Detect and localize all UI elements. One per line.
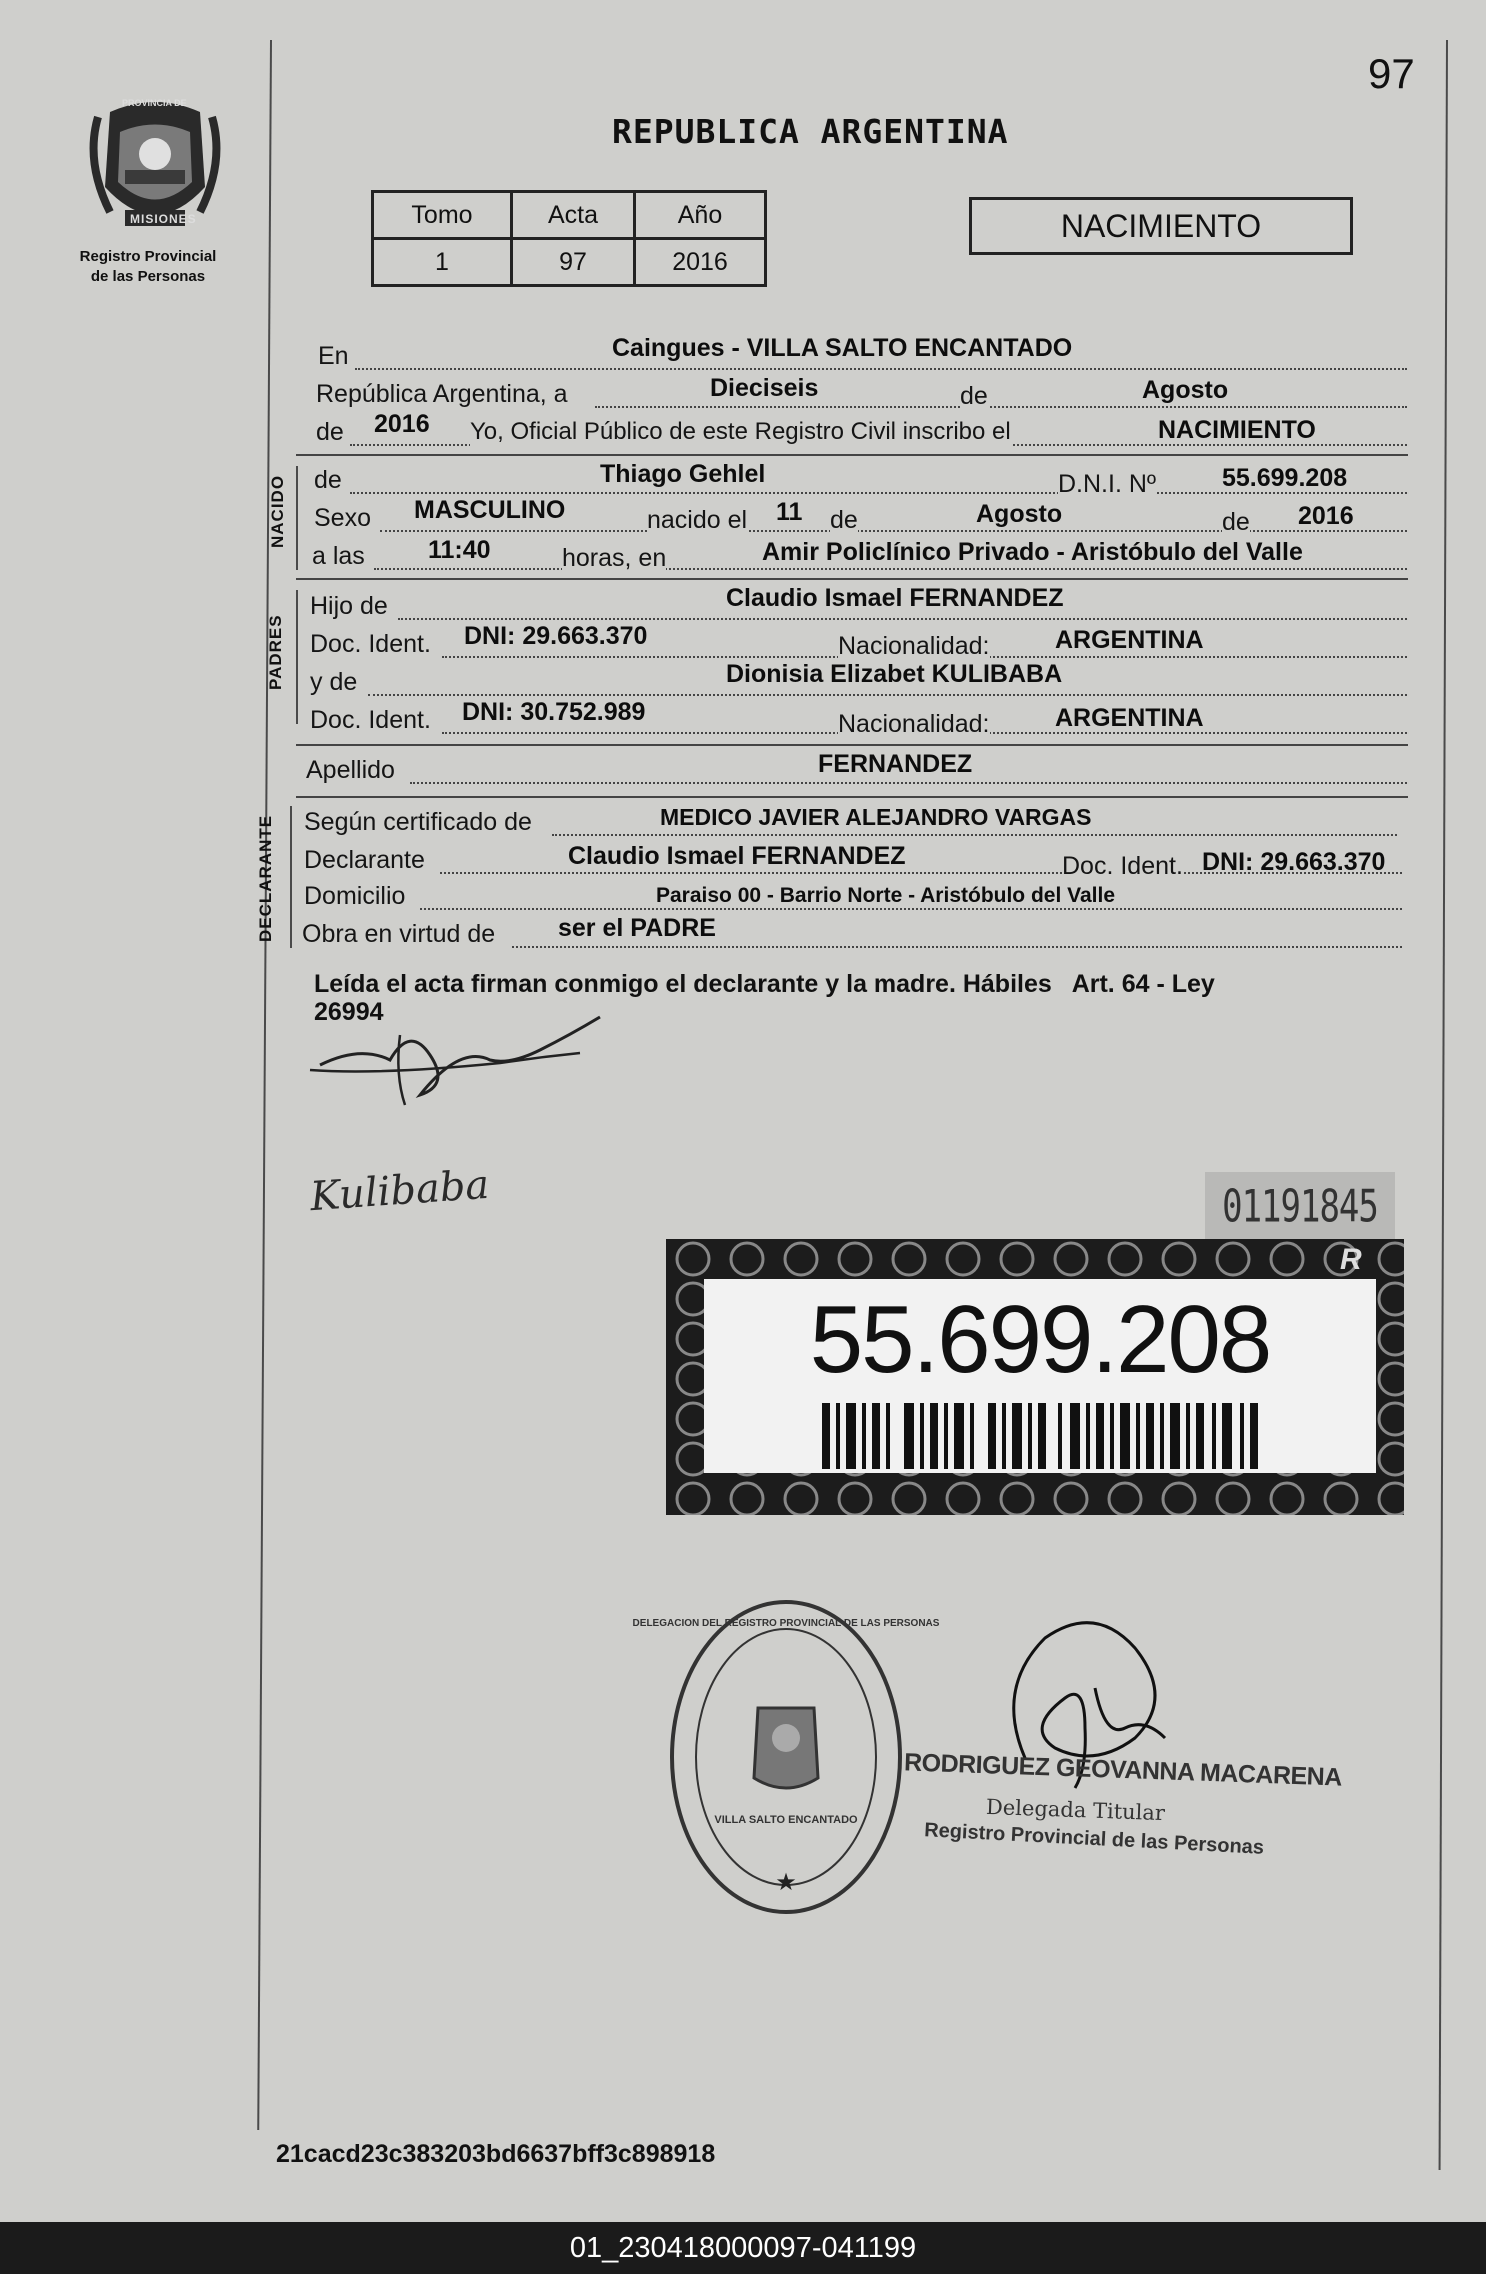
serial-stamp [1205, 1172, 1395, 1242]
logo-name: MISIONES [130, 212, 197, 226]
nacido-de-label: de [314, 466, 342, 494]
dotted-line [595, 406, 1407, 408]
dni-label: D.N.I. Nº [1058, 470, 1157, 498]
apellido-label: Apellido [306, 756, 395, 784]
left-margin-line [257, 40, 272, 2130]
table-row [373, 192, 766, 239]
footer-id: 01_230418000097-041199 [569, 2232, 917, 2264]
official-seal [632, 1598, 940, 1916]
page-number: 97 [1368, 50, 1415, 97]
official-name: RODRIGUEZ GEOVANNA MACARENA [903, 1748, 1343, 1792]
dotted-line [398, 618, 1407, 620]
seal-place: VILLA SALTO ENCANTADO [714, 1814, 858, 1826]
child-name-value: Thiago Gehlel [600, 460, 766, 488]
birth-month-value: Agosto [976, 500, 1063, 528]
serial-number: 01191845 [1222, 1181, 1378, 1233]
official-role: Delegada Titular [985, 1794, 1166, 1826]
value-acta: 97 [512, 239, 635, 286]
place-value: Caingues - VILLA SALTO ENCANTADO [612, 334, 1073, 362]
statement-text: Yo, Oficial Público de este Registro Civil inscribo el [470, 418, 1011, 445]
sexo-label: Sexo [314, 504, 371, 532]
alas-label: a las [312, 542, 365, 570]
seal-icon [668, 1598, 904, 1916]
dotted-line [368, 694, 1407, 696]
y-de-label: y de [310, 668, 358, 696]
sexo-value: MASCULINO [414, 496, 566, 524]
header-tomo: Tomo [373, 192, 512, 239]
nacionalidad-label: Nacionalidad: [838, 632, 990, 660]
section-divider [296, 744, 1408, 746]
seal-text: DELEGACION DEL REGISTRO PROVINCIAL DE LAS PERSONAS [632, 1618, 940, 1629]
year-value: 2016 [374, 410, 430, 438]
nacido-el-label: nacido el [647, 506, 748, 534]
de-label: de [1222, 508, 1250, 536]
closing-text-law: 26994 [314, 998, 384, 1026]
mother-name-value: Dionisia Elizabet KULIBABA [726, 660, 1063, 688]
dotted-line [420, 908, 1402, 910]
birth-day-value: 11 [776, 498, 803, 526]
book-reference-table [371, 190, 767, 287]
doc-ident-label: Doc. Ident. [310, 630, 431, 658]
declarante-name-value: Claudio Ismael FERNANDEZ [568, 842, 906, 870]
birth-place-value: Amir Policlínico Privado - Aristóbulo del Valle [762, 538, 1303, 566]
father-name-value: Claudio Ismael FERNANDEZ [726, 584, 1064, 612]
pattern-letter: R [1340, 1243, 1362, 1276]
side-label-padres: PADRES [266, 614, 285, 690]
hijo-de-label: Hijo de [310, 592, 388, 620]
father-nationality-value: ARGENTINA [1055, 626, 1204, 654]
header-anio: Año [635, 192, 766, 239]
official-signature-top [300, 1005, 610, 1115]
value-tomo: 1 [373, 239, 512, 286]
month-value: Agosto [1142, 376, 1229, 404]
section-divider [296, 454, 1408, 456]
de2-label: de [316, 418, 344, 446]
section-divider [296, 578, 1408, 580]
certificado-value: MEDICO JAVIER ALEJANDRO VARGAS [660, 804, 1092, 830]
nacionalidad-label: Nacionalidad: [838, 710, 990, 738]
footer-id-bar [0, 2222, 1486, 2274]
dotted-line [374, 568, 1407, 570]
right-margin-line [1439, 40, 1448, 2170]
value-anio: 2016 [635, 239, 766, 286]
section-bar [296, 590, 298, 724]
certificado-label: Según certificado de [304, 808, 532, 836]
domicilio-label: Domicilio [304, 882, 406, 910]
father-doc-value: DNI: 29.663.370 [464, 622, 648, 650]
horas-label: horas, en [562, 544, 667, 572]
logo-caption-2: de las Personas [90, 268, 206, 285]
en-label: En [318, 342, 349, 370]
dotted-line [552, 834, 1397, 836]
dotted-line [410, 782, 1407, 784]
dni-number: 55.699.208 [809, 1286, 1271, 1393]
table-row [373, 239, 766, 286]
dotted-line [512, 946, 1402, 948]
mother-nationality-value: ARGENTINA [1055, 704, 1204, 732]
logo-arc-text: PROVINCIA DE [122, 98, 187, 108]
declarante-doc-value: DNI: 29.663.370 [1202, 848, 1386, 876]
doc-ident-label: Doc. Ident. [1062, 852, 1183, 880]
apellido-value: FERNANDEZ [818, 750, 973, 778]
dotted-line [380, 530, 1407, 532]
mother-signature: Kulibaba [308, 1161, 491, 1221]
province-logo [80, 92, 230, 242]
day-text-value: Dieciseis [710, 374, 819, 402]
birth-hour-value: 11:40 [428, 536, 491, 564]
header-acta: Acta [512, 192, 635, 239]
svg-text:★: ★ [775, 1869, 797, 1896]
doc-ident-label: Doc. Ident. [310, 706, 431, 734]
record-type: NACIMIENTO [1060, 208, 1262, 244]
event-value: NACIMIENTO [1158, 416, 1316, 444]
birth-year-value: 2016 [1298, 502, 1354, 530]
document-hash: 21cacd23c383203bd6637bff3c898918 [276, 2140, 716, 2168]
record-type-box [969, 197, 1353, 255]
barcode-panel [704, 1279, 1376, 1473]
declarante-label: Declarante [304, 846, 425, 874]
domicilio-value: Paraiso 00 - Barrio Norte - Aristóbulo del Valle [656, 884, 1116, 907]
mother-doc-value: DNI: 30.752.989 [462, 698, 646, 726]
barcode-label [666, 1239, 1404, 1515]
de-label: de [960, 382, 988, 410]
document-title: REPUBLICA ARGENTINA [612, 112, 1009, 151]
logo-caption-1: Registro Provincial [79, 248, 217, 265]
republic-label: República Argentina, a [316, 380, 568, 408]
closing-text: Leída el acta firman conmigo el declarante y la madre. Hábiles Art. 64 - Ley [314, 970, 1215, 998]
side-label-declarante: DECLARANTE [256, 814, 275, 942]
child-dni-value: 55.699.208 [1222, 464, 1348, 492]
obra-value: ser el PADRE [558, 914, 716, 942]
section-bar [290, 806, 292, 948]
de-label: de [830, 506, 858, 534]
barcode-icon [822, 1403, 1258, 1469]
side-label-nacido: NACIDO [268, 474, 287, 548]
official-org: Registro Provincial de las Personas [923, 1819, 1265, 1859]
section-divider [296, 796, 1408, 798]
section-bar [296, 466, 298, 570]
obra-label: Obra en virtud de [302, 920, 496, 948]
dotted-line [355, 368, 1407, 370]
